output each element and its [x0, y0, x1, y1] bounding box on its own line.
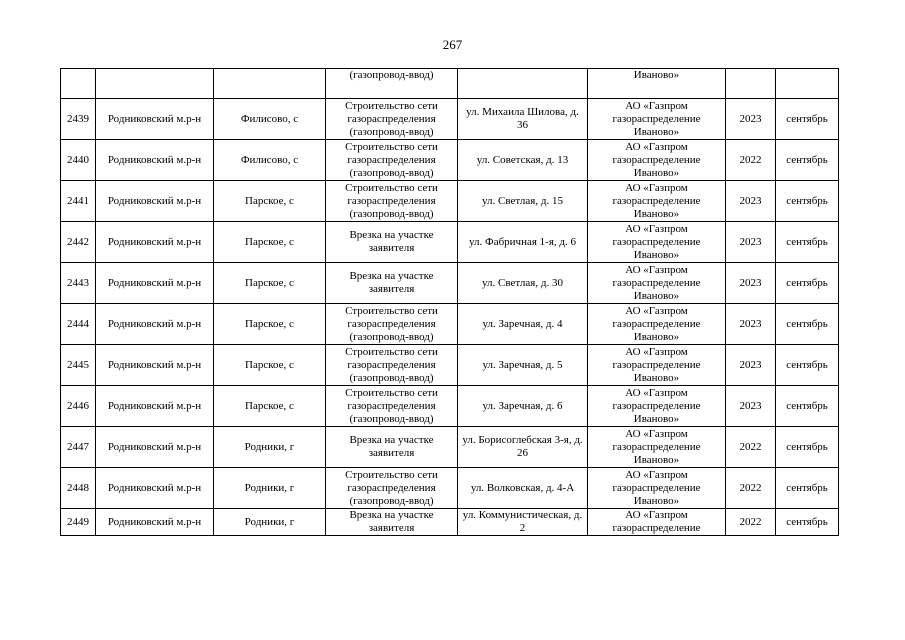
- gas-connection-table: [60, 68, 839, 536]
- cell-num: 2448: [61, 468, 96, 509]
- cell-district: Родниковский м.р-н: [96, 181, 214, 222]
- cell-num: 2445: [61, 345, 96, 386]
- cell-locality: [214, 69, 326, 99]
- cell-month: сентябрь: [776, 263, 839, 304]
- table-row: [61, 222, 839, 263]
- cell-work-type: Врезка на участке заявителя: [326, 427, 458, 468]
- cell-locality: Филисово, с: [214, 140, 326, 181]
- cell-locality: Парское, с: [214, 386, 326, 427]
- cell-year: 2023: [726, 99, 776, 140]
- table-row: [61, 345, 839, 386]
- cell-address: ул. Михаила Шилова, д. 36: [458, 99, 588, 140]
- cell-month: сентябрь: [776, 509, 839, 536]
- cell-month: сентябрь: [776, 304, 839, 345]
- cell-work-type: Врезка на участке заявителя: [326, 509, 458, 536]
- cell-locality: Парское, с: [214, 263, 326, 304]
- cell-num: 2446: [61, 386, 96, 427]
- cell-month: сентябрь: [776, 345, 839, 386]
- cell-month: сентябрь: [776, 222, 839, 263]
- cell-num: 2442: [61, 222, 96, 263]
- cell-contractor: АО «Газпром газораспределение Иваново»: [588, 99, 726, 140]
- table-row: [61, 509, 839, 536]
- table-row: [61, 304, 839, 345]
- cell-district: Родниковский м.р-н: [96, 222, 214, 263]
- cell-district: Родниковский м.р-н: [96, 386, 214, 427]
- cell-work-type: Строительство сети газораспределения (газопровод-ввод): [326, 386, 458, 427]
- cell-work-type: Строительство сети газораспределения (газопровод-ввод): [326, 140, 458, 181]
- cell-address: ул. Заречная, д. 6: [458, 386, 588, 427]
- cell-district: Родниковский м.р-н: [96, 468, 214, 509]
- cell-year: 2023: [726, 181, 776, 222]
- table-body: [61, 69, 839, 536]
- cell-year: 2022: [726, 140, 776, 181]
- cell-address: ул. Светлая, д. 30: [458, 263, 588, 304]
- cell-address: ул. Коммунистическая, д. 2: [458, 509, 588, 536]
- table-row: [61, 140, 839, 181]
- cell-locality: Парское, с: [214, 345, 326, 386]
- cell-num: 2444: [61, 304, 96, 345]
- cell-locality: Парское, с: [214, 181, 326, 222]
- cell-locality: Филисово, с: [214, 99, 326, 140]
- cell-address: ул. Волковская, д. 4-А: [458, 468, 588, 509]
- cell-contractor: АО «Газпром газораспределение Иваново»: [588, 468, 726, 509]
- cell-locality: Родники, г: [214, 509, 326, 536]
- cell-work-type: Строительство сети газораспределения (газопровод-ввод): [326, 345, 458, 386]
- cell-address: ул. Борисоглебская 3-я, д. 26: [458, 427, 588, 468]
- cell-year: 2022: [726, 509, 776, 536]
- cell-work-type: Строительство сети газораспределения (газопровод-ввод): [326, 304, 458, 345]
- table-row: [61, 263, 839, 304]
- cell-month: [776, 69, 839, 99]
- cell-contractor: АО «Газпром газораспределение Иваново»: [588, 427, 726, 468]
- cell-contractor: АО «Газпром газораспределение Иваново»: [588, 263, 726, 304]
- cell-month: сентябрь: [776, 427, 839, 468]
- cell-address: ул. Фабричная 1-я, д. 6: [458, 222, 588, 263]
- cell-year: 2022: [726, 468, 776, 509]
- cell-contractor: АО «Газпром газораспределение Иваново»: [588, 222, 726, 263]
- cell-year: 2023: [726, 304, 776, 345]
- cell-locality: Родники, г: [214, 427, 326, 468]
- cell-address: ул. Заречная, д. 5: [458, 345, 588, 386]
- cell-address: [458, 69, 588, 99]
- cell-contractor: АО «Газпром газораспределение: [588, 509, 726, 536]
- cell-year: 2023: [726, 386, 776, 427]
- cell-locality: Родники, г: [214, 468, 326, 509]
- cell-work-type: Строительство сети газораспределения (газопровод-ввод): [326, 181, 458, 222]
- cell-month: сентябрь: [776, 99, 839, 140]
- cell-district: Родниковский м.р-н: [96, 304, 214, 345]
- table-row: [61, 427, 839, 468]
- continuation-row: [61, 69, 839, 99]
- table-row: [61, 468, 839, 509]
- page-number: 267: [442, 37, 463, 52]
- cell-locality: Парское, с: [214, 304, 326, 345]
- cell-contractor: АО «Газпром газораспределение Иваново»: [588, 345, 726, 386]
- cell-month: сентябрь: [776, 468, 839, 509]
- cell-district: Родниковский м.р-н: [96, 140, 214, 181]
- cell-contractor: АО «Газпром газораспределение Иваново»: [588, 181, 726, 222]
- cell-num: 2449: [61, 509, 96, 536]
- cell-district: [96, 69, 214, 99]
- cell-contractor: АО «Газпром газораспределение Иваново»: [588, 140, 726, 181]
- cell-work-type: Врезка на участке заявителя: [326, 222, 458, 263]
- cell-num: 2447: [61, 427, 96, 468]
- cell-year: [726, 69, 776, 99]
- cell-num: [61, 69, 96, 99]
- cell-num: 2440: [61, 140, 96, 181]
- cell-district: Родниковский м.р-н: [96, 263, 214, 304]
- cell-work-type: Строительство сети газораспределения (газопровод-ввод): [326, 99, 458, 140]
- cell-district: Родниковский м.р-н: [96, 509, 214, 536]
- cell-month: сентябрь: [776, 140, 839, 181]
- cell-year: 2023: [726, 345, 776, 386]
- cell-contractor: АО «Газпром газораспределение Иваново»: [588, 304, 726, 345]
- cell-district: Родниковский м.р-н: [96, 99, 214, 140]
- cell-address: ул. Светлая, д. 15: [458, 181, 588, 222]
- cell-address: ул. Советская, д. 13: [458, 140, 588, 181]
- cell-work-type: (газопровод-ввод): [326, 69, 458, 99]
- table-row: [61, 181, 839, 222]
- cell-month: сентябрь: [776, 181, 839, 222]
- cell-num: 2439: [61, 99, 96, 140]
- cell-num: 2441: [61, 181, 96, 222]
- cell-num: 2443: [61, 263, 96, 304]
- cell-year: 2022: [726, 427, 776, 468]
- cell-contractor: Иваново»: [588, 69, 726, 99]
- cell-district: Родниковский м.р-н: [96, 345, 214, 386]
- table-row: [61, 386, 839, 427]
- cell-address: ул. Заречная, д. 4: [458, 304, 588, 345]
- cell-work-type: Строительство сети газораспределения (газопровод-ввод): [326, 468, 458, 509]
- cell-year: 2023: [726, 222, 776, 263]
- table-row: [61, 99, 839, 140]
- cell-district: Родниковский м.р-н: [96, 427, 214, 468]
- cell-contractor: АО «Газпром газораспределение Иваново»: [588, 386, 726, 427]
- cell-work-type: Врезка на участке заявителя: [326, 263, 458, 304]
- cell-month: сентябрь: [776, 386, 839, 427]
- cell-locality: Парское, с: [214, 222, 326, 263]
- cell-year: 2023: [726, 263, 776, 304]
